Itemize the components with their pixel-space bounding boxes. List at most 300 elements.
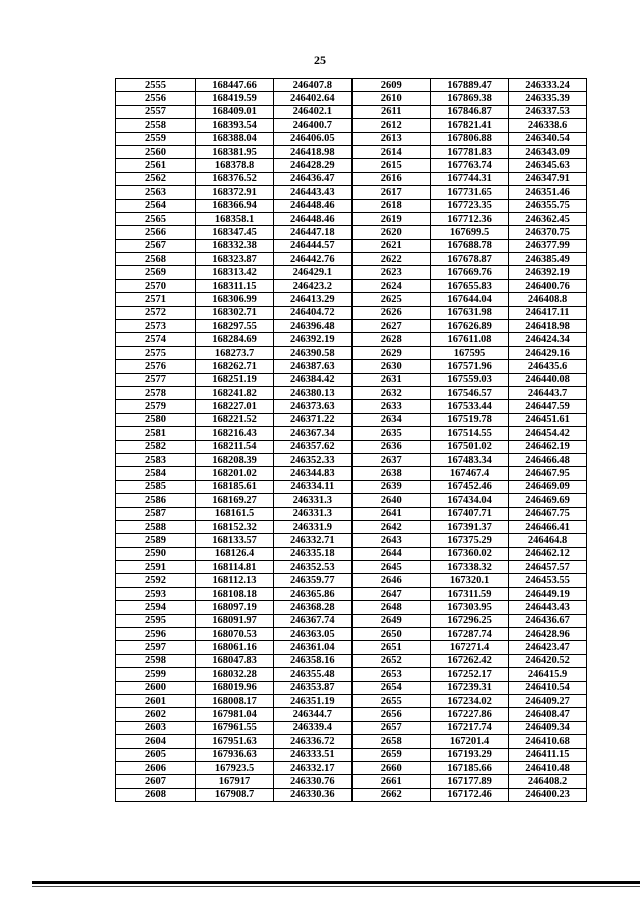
x-coordinate-cell: 167631.98	[431, 306, 509, 319]
y-coordinate-cell: 246417.11	[509, 306, 587, 319]
x-coordinate-cell: 168126.4	[196, 547, 274, 560]
x-coordinate-cell: 168388.04	[196, 132, 274, 145]
x-coordinate-cell: 168112.13	[196, 574, 274, 587]
table-row	[116, 253, 587, 266]
y-coordinate-cell: 246448.46	[274, 212, 352, 225]
point-number-cell: 2659	[352, 748, 431, 761]
y-coordinate-cell: 246332.17	[274, 761, 352, 774]
y-coordinate-cell: 246358.16	[274, 654, 352, 667]
y-coordinate-cell: 246453.55	[509, 574, 587, 587]
x-coordinate-cell: 167951.63	[196, 735, 274, 748]
y-coordinate-cell: 246420.52	[509, 654, 587, 667]
x-coordinate-cell: 168332.38	[196, 239, 274, 252]
x-coordinate-cell: 167846.87	[431, 105, 509, 118]
table-row	[116, 79, 587, 92]
x-coordinate-cell: 167287.74	[431, 628, 509, 641]
y-coordinate-cell: 246355.75	[509, 199, 587, 212]
x-coordinate-cell: 168097.19	[196, 601, 274, 614]
x-coordinate-cell: 168211.54	[196, 440, 274, 453]
x-coordinate-cell: 168008.17	[196, 694, 274, 707]
x-coordinate-cell: 167391.37	[431, 520, 509, 533]
y-coordinate-cell: 246467.95	[509, 467, 587, 480]
y-coordinate-cell: 246335.18	[274, 547, 352, 560]
x-coordinate-cell: 168366.94	[196, 199, 274, 212]
table-row	[116, 694, 587, 707]
table-row	[116, 320, 587, 333]
table-row	[116, 453, 587, 466]
y-coordinate-cell: 246406.05	[274, 132, 352, 145]
point-number-cell: 2622	[352, 253, 431, 266]
x-coordinate-cell: 168358.1	[196, 212, 274, 225]
point-number-cell: 2642	[352, 520, 431, 533]
point-number-cell: 2617	[352, 186, 431, 199]
table-row	[116, 641, 587, 654]
x-coordinate-cell: 167338.32	[431, 561, 509, 574]
y-coordinate-cell: 246409.34	[509, 721, 587, 734]
point-number-cell: 2579	[116, 400, 196, 413]
table-row	[116, 306, 587, 319]
y-coordinate-cell: 246415.9	[509, 668, 587, 681]
table-row	[116, 708, 587, 721]
point-number-cell: 2612	[352, 119, 431, 132]
x-coordinate-cell: 167296.25	[431, 614, 509, 627]
x-coordinate-cell: 168133.57	[196, 534, 274, 547]
point-number-cell: 2638	[352, 467, 431, 480]
x-coordinate-cell: 167626.89	[431, 320, 509, 333]
y-coordinate-cell: 246428.29	[274, 159, 352, 172]
point-number-cell: 2623	[352, 266, 431, 279]
y-coordinate-cell: 246408.47	[509, 708, 587, 721]
table-row	[116, 212, 587, 225]
x-coordinate-cell: 167201.4	[431, 735, 509, 748]
point-number-cell: 2644	[352, 547, 431, 560]
y-coordinate-cell: 246359.77	[274, 574, 352, 587]
point-number-cell: 2570	[116, 279, 196, 292]
point-number-cell: 2556	[116, 92, 196, 105]
point-number-cell: 2563	[116, 186, 196, 199]
table-row	[116, 628, 587, 641]
y-coordinate-cell: 246373.63	[274, 400, 352, 413]
x-coordinate-cell: 167781.83	[431, 145, 509, 158]
y-coordinate-cell: 246411.15	[509, 748, 587, 761]
coordinate-table	[115, 78, 587, 802]
point-number-cell: 2596	[116, 628, 196, 641]
x-coordinate-cell: 168070.53	[196, 628, 274, 641]
point-number-cell: 2585	[116, 480, 196, 493]
table-row	[116, 373, 587, 386]
y-coordinate-cell: 246443.43	[274, 186, 352, 199]
x-coordinate-cell: 167434.04	[431, 494, 509, 507]
point-number-cell: 2647	[352, 587, 431, 600]
point-number-cell: 2573	[116, 320, 196, 333]
table-row	[116, 226, 587, 239]
point-number-cell: 2632	[352, 386, 431, 399]
y-coordinate-cell: 246454.42	[509, 427, 587, 440]
x-coordinate-cell: 168347.45	[196, 226, 274, 239]
y-coordinate-cell: 246392.19	[509, 266, 587, 279]
point-number-cell: 2602	[116, 708, 196, 721]
x-coordinate-cell: 167821.41	[431, 119, 509, 132]
table-row	[116, 654, 587, 667]
point-number-cell: 2569	[116, 266, 196, 279]
x-coordinate-cell: 167744.31	[431, 172, 509, 185]
x-coordinate-cell: 168161.5	[196, 507, 274, 520]
table-row	[116, 668, 587, 681]
point-number-cell: 2567	[116, 239, 196, 252]
y-coordinate-cell: 246344.7	[274, 708, 352, 721]
table-row	[116, 145, 587, 158]
x-coordinate-cell: 167234.02	[431, 694, 509, 707]
point-number-cell: 2597	[116, 641, 196, 654]
point-number-cell: 2655	[352, 694, 431, 707]
table-row	[116, 748, 587, 761]
x-coordinate-cell: 167320.1	[431, 574, 509, 587]
table-row	[116, 186, 587, 199]
table-row	[116, 360, 587, 373]
table-row	[116, 105, 587, 118]
y-coordinate-cell: 246410.54	[509, 681, 587, 694]
point-number-cell: 2614	[352, 145, 431, 158]
point-number-cell: 2650	[352, 628, 431, 641]
x-coordinate-cell: 168208.39	[196, 453, 274, 466]
point-number-cell: 2566	[116, 226, 196, 239]
point-number-cell: 2628	[352, 333, 431, 346]
x-coordinate-cell: 168306.99	[196, 293, 274, 306]
y-coordinate-cell: 246330.36	[274, 788, 352, 801]
x-coordinate-cell: 167172.46	[431, 788, 509, 801]
y-coordinate-cell: 246457.57	[509, 561, 587, 574]
point-number-cell: 2621	[352, 239, 431, 252]
y-coordinate-cell: 246370.75	[509, 226, 587, 239]
point-number-cell: 2581	[116, 427, 196, 440]
x-coordinate-cell: 168323.87	[196, 253, 274, 266]
table-row	[116, 534, 587, 547]
x-coordinate-cell: 167407.71	[431, 507, 509, 520]
x-coordinate-cell: 168381.95	[196, 145, 274, 158]
point-number-cell: 2555	[116, 79, 196, 92]
x-coordinate-cell: 167452.46	[431, 480, 509, 493]
point-number-cell: 2660	[352, 761, 431, 774]
y-coordinate-cell: 246466.48	[509, 453, 587, 466]
x-coordinate-cell: 167239.31	[431, 681, 509, 694]
y-coordinate-cell: 246447.59	[509, 400, 587, 413]
y-coordinate-cell: 246353.87	[274, 681, 352, 694]
x-coordinate-cell: 167923.5	[196, 761, 274, 774]
point-number-cell: 2562	[116, 172, 196, 185]
table-row	[116, 494, 587, 507]
y-coordinate-cell: 246429.1	[274, 266, 352, 279]
y-coordinate-cell: 246368.28	[274, 601, 352, 614]
x-coordinate-cell: 167519.78	[431, 413, 509, 426]
y-coordinate-cell: 246469.09	[509, 480, 587, 493]
x-coordinate-cell: 168378.8	[196, 159, 274, 172]
y-coordinate-cell: 246351.19	[274, 694, 352, 707]
y-coordinate-cell: 246451.61	[509, 413, 587, 426]
y-coordinate-cell: 246330.76	[274, 775, 352, 788]
point-number-cell: 2634	[352, 413, 431, 426]
y-coordinate-cell: 246336.72	[274, 735, 352, 748]
coordinate-table-body	[116, 79, 587, 802]
point-number-cell: 2586	[116, 494, 196, 507]
x-coordinate-cell: 167644.04	[431, 293, 509, 306]
y-coordinate-cell: 246418.98	[274, 145, 352, 158]
x-coordinate-cell: 167559.03	[431, 373, 509, 386]
y-coordinate-cell: 246423.47	[509, 641, 587, 654]
x-coordinate-cell: 167611.08	[431, 333, 509, 346]
x-coordinate-cell: 168227.01	[196, 400, 274, 413]
point-number-cell: 2627	[352, 320, 431, 333]
point-number-cell: 2613	[352, 132, 431, 145]
point-number-cell: 2619	[352, 212, 431, 225]
y-coordinate-cell: 246333.24	[509, 79, 587, 92]
table-row	[116, 601, 587, 614]
point-number-cell: 2588	[116, 520, 196, 533]
point-number-cell: 2618	[352, 199, 431, 212]
point-number-cell: 2608	[116, 788, 196, 801]
point-number-cell: 2652	[352, 654, 431, 667]
point-number-cell: 2610	[352, 92, 431, 105]
x-coordinate-cell: 168221.52	[196, 413, 274, 426]
y-coordinate-cell: 246408.2	[509, 775, 587, 788]
point-number-cell: 2604	[116, 735, 196, 748]
x-coordinate-cell: 167311.59	[431, 587, 509, 600]
point-number-cell: 2635	[352, 427, 431, 440]
y-coordinate-cell: 246429.16	[509, 346, 587, 359]
point-number-cell: 2641	[352, 507, 431, 520]
x-coordinate-cell: 168061.16	[196, 641, 274, 654]
y-coordinate-cell: 246392.19	[274, 333, 352, 346]
x-coordinate-cell: 168313.42	[196, 266, 274, 279]
point-number-cell: 2631	[352, 373, 431, 386]
x-coordinate-cell: 168032.28	[196, 668, 274, 681]
y-coordinate-cell: 246380.13	[274, 386, 352, 399]
y-coordinate-cell: 246352.33	[274, 453, 352, 466]
y-coordinate-cell: 246423.2	[274, 279, 352, 292]
point-number-cell: 2605	[116, 748, 196, 761]
y-coordinate-cell: 246443.43	[509, 601, 587, 614]
y-coordinate-cell: 246444.57	[274, 239, 352, 252]
point-number-cell: 2646	[352, 574, 431, 587]
table-row	[116, 386, 587, 399]
x-coordinate-cell: 168262.71	[196, 360, 274, 373]
point-number-cell: 2629	[352, 346, 431, 359]
x-coordinate-cell: 167723.35	[431, 199, 509, 212]
y-coordinate-cell: 246464.8	[509, 534, 587, 547]
x-coordinate-cell: 167533.44	[431, 400, 509, 413]
x-coordinate-cell: 167262.42	[431, 654, 509, 667]
x-coordinate-cell: 168108.18	[196, 587, 274, 600]
y-coordinate-cell: 246345.63	[509, 159, 587, 172]
y-coordinate-cell: 246396.48	[274, 320, 352, 333]
y-coordinate-cell: 246331.9	[274, 520, 352, 533]
table-row	[116, 480, 587, 493]
point-number-cell: 2648	[352, 601, 431, 614]
x-coordinate-cell: 168047.83	[196, 654, 274, 667]
point-number-cell: 2601	[116, 694, 196, 707]
table-row	[116, 467, 587, 480]
x-coordinate-cell: 167514.55	[431, 427, 509, 440]
table-row	[116, 520, 587, 533]
point-number-cell: 2630	[352, 360, 431, 373]
point-number-cell: 2658	[352, 735, 431, 748]
x-coordinate-cell: 168185.61	[196, 480, 274, 493]
table-row	[116, 239, 587, 252]
point-number-cell: 2609	[352, 79, 431, 92]
page-number: 25	[314, 53, 326, 67]
table-row	[116, 132, 587, 145]
x-coordinate-cell: 167688.78	[431, 239, 509, 252]
table-row	[116, 721, 587, 734]
x-coordinate-cell: 168311.15	[196, 279, 274, 292]
y-coordinate-cell: 246410.48	[509, 761, 587, 774]
y-coordinate-cell: 246337.53	[509, 105, 587, 118]
x-coordinate-cell: 167917	[196, 775, 274, 788]
y-coordinate-cell: 246409.27	[509, 694, 587, 707]
point-number-cell: 2661	[352, 775, 431, 788]
point-number-cell: 2607	[116, 775, 196, 788]
x-coordinate-cell: 167908.7	[196, 788, 274, 801]
x-coordinate-cell: 168447.66	[196, 79, 274, 92]
y-coordinate-cell: 246469.69	[509, 494, 587, 507]
y-coordinate-cell: 246355.48	[274, 668, 352, 681]
point-number-cell: 2557	[116, 105, 196, 118]
x-coordinate-cell: 167467.4	[431, 467, 509, 480]
y-coordinate-cell: 246462.12	[509, 547, 587, 560]
table-row	[116, 172, 587, 185]
x-coordinate-cell: 167936.63	[196, 748, 274, 761]
point-number-cell: 2616	[352, 172, 431, 185]
y-coordinate-cell: 246362.45	[509, 212, 587, 225]
x-coordinate-cell: 168152.32	[196, 520, 274, 533]
y-coordinate-cell: 246436.67	[509, 614, 587, 627]
point-number-cell: 2606	[116, 761, 196, 774]
point-number-cell: 2583	[116, 453, 196, 466]
point-number-cell: 2561	[116, 159, 196, 172]
point-number-cell: 2589	[116, 534, 196, 547]
x-coordinate-cell: 168019.96	[196, 681, 274, 694]
y-coordinate-cell: 246334.11	[274, 480, 352, 493]
point-number-cell: 2624	[352, 279, 431, 292]
x-coordinate-cell: 167252.17	[431, 668, 509, 681]
point-number-cell: 2580	[116, 413, 196, 426]
x-coordinate-cell: 167571.96	[431, 360, 509, 373]
x-coordinate-cell: 168241.82	[196, 386, 274, 399]
point-number-cell: 2584	[116, 467, 196, 480]
point-number-cell: 2620	[352, 226, 431, 239]
table-row	[116, 735, 587, 748]
point-number-cell: 2565	[116, 212, 196, 225]
x-coordinate-cell: 167227.86	[431, 708, 509, 721]
x-coordinate-cell: 167669.76	[431, 266, 509, 279]
point-number-cell: 2559	[116, 132, 196, 145]
y-coordinate-cell: 246424.34	[509, 333, 587, 346]
table-row	[116, 561, 587, 574]
x-coordinate-cell: 167360.02	[431, 547, 509, 560]
point-number-cell: 2593	[116, 587, 196, 600]
point-number-cell: 2572	[116, 306, 196, 319]
y-coordinate-cell: 246440.08	[509, 373, 587, 386]
table-row	[116, 159, 587, 172]
table-row	[116, 574, 587, 587]
point-number-cell: 2568	[116, 253, 196, 266]
table-row	[116, 92, 587, 105]
table-row	[116, 346, 587, 359]
table-row	[116, 119, 587, 132]
table-row	[116, 400, 587, 413]
y-coordinate-cell: 246357.62	[274, 440, 352, 453]
y-coordinate-cell: 246339.4	[274, 721, 352, 734]
y-coordinate-cell: 246385.49	[509, 253, 587, 266]
y-coordinate-cell: 246347.91	[509, 172, 587, 185]
footer-rule	[32, 881, 640, 884]
y-coordinate-cell: 246436.47	[274, 172, 352, 185]
y-coordinate-cell: 246340.54	[509, 132, 587, 145]
y-coordinate-cell: 246367.74	[274, 614, 352, 627]
point-number-cell: 2603	[116, 721, 196, 734]
point-number-cell: 2587	[116, 507, 196, 520]
footer-rule-thin	[32, 886, 640, 887]
point-number-cell: 2600	[116, 681, 196, 694]
y-coordinate-cell: 246449.19	[509, 587, 587, 600]
point-number-cell: 2574	[116, 333, 196, 346]
y-coordinate-cell: 246402.64	[274, 92, 352, 105]
point-number-cell: 2657	[352, 721, 431, 734]
point-number-cell: 2625	[352, 293, 431, 306]
y-coordinate-cell: 246402.1	[274, 105, 352, 118]
table-row	[116, 440, 587, 453]
point-number-cell: 2592	[116, 574, 196, 587]
table-row	[116, 681, 587, 694]
x-coordinate-cell: 167185.66	[431, 761, 509, 774]
x-coordinate-cell: 167501.02	[431, 440, 509, 453]
point-number-cell: 2649	[352, 614, 431, 627]
x-coordinate-cell: 168216.43	[196, 427, 274, 440]
table-row	[116, 788, 587, 801]
y-coordinate-cell: 246387.63	[274, 360, 352, 373]
y-coordinate-cell: 246400.7	[274, 119, 352, 132]
x-coordinate-cell: 168251.19	[196, 373, 274, 386]
x-coordinate-cell: 167712.36	[431, 212, 509, 225]
y-coordinate-cell: 246442.76	[274, 253, 352, 266]
y-coordinate-cell: 246413.29	[274, 293, 352, 306]
table-row	[116, 199, 587, 212]
point-number-cell: 2626	[352, 306, 431, 319]
y-coordinate-cell: 246332.71	[274, 534, 352, 547]
point-number-cell: 2656	[352, 708, 431, 721]
point-number-cell: 2653	[352, 668, 431, 681]
x-coordinate-cell: 168201.02	[196, 467, 274, 480]
x-coordinate-cell: 167889.47	[431, 79, 509, 92]
point-number-cell: 2651	[352, 641, 431, 654]
y-coordinate-cell: 246462.19	[509, 440, 587, 453]
y-coordinate-cell: 246410.68	[509, 735, 587, 748]
table-row	[116, 547, 587, 560]
point-number-cell: 2582	[116, 440, 196, 453]
y-coordinate-cell: 246400.76	[509, 279, 587, 292]
x-coordinate-cell: 168376.52	[196, 172, 274, 185]
table-row	[116, 427, 587, 440]
y-coordinate-cell: 246447.18	[274, 226, 352, 239]
y-coordinate-cell: 246331.3	[274, 494, 352, 507]
y-coordinate-cell: 246407.8	[274, 79, 352, 92]
point-number-cell: 2560	[116, 145, 196, 158]
x-coordinate-cell: 167303.95	[431, 601, 509, 614]
y-coordinate-cell: 246467.75	[509, 507, 587, 520]
table-row	[116, 266, 587, 279]
table-row	[116, 614, 587, 627]
point-number-cell: 2577	[116, 373, 196, 386]
y-coordinate-cell: 246418.98	[509, 320, 587, 333]
